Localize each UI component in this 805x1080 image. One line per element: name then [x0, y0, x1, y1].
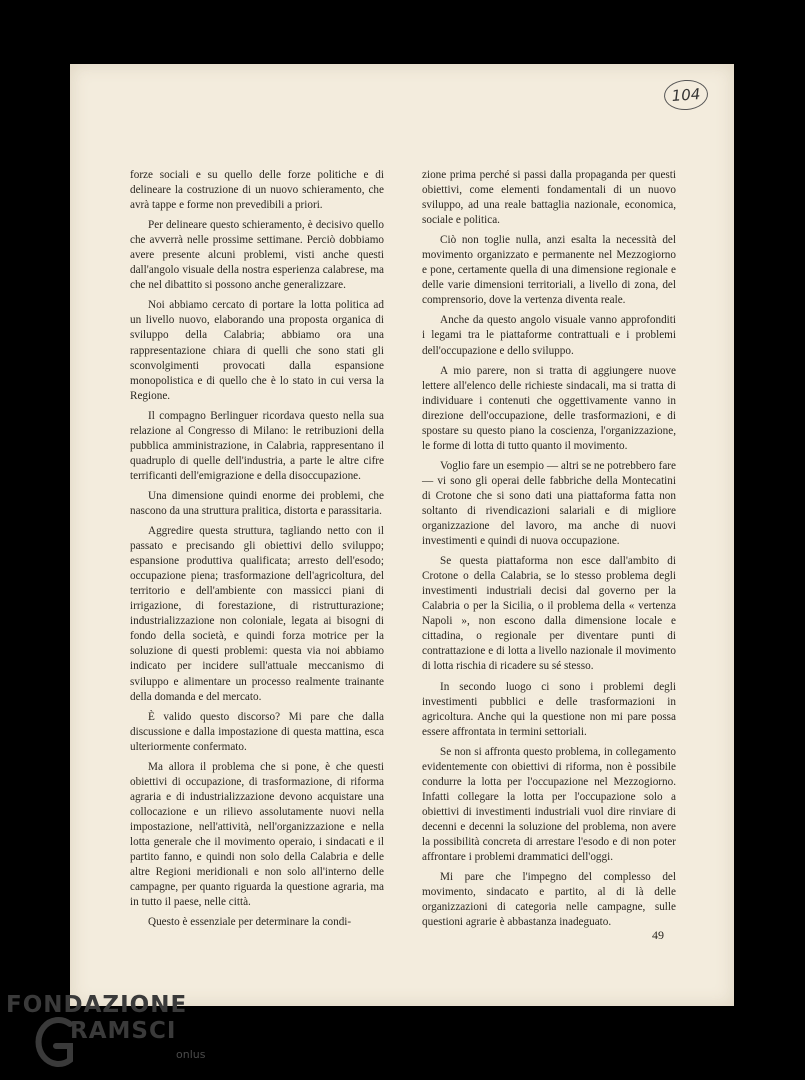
paragraph: Questo è essenziale per determinare la condi-: [148, 916, 352, 929]
paragraph: Per delineare questo schieramento, è decisivo quello che avverrà nelle prossime settimane. Perciò dobbiamo avere presente alcuni problemi, visti anche questi dall'angolo visuale della nostra esperienza calabrese, ma che nel dibattito si possono anche generalizzare.: [130, 219, 384, 292]
paragraph: Mi pare che l'impegno del complesso del movimento, sindacato e partito, al di là delle organizzazioni di categoria nelle campagne, sulle questioni agrarie è abbastanza inadeguato.: [422, 871, 676, 929]
paragraph: A mio parere, non si tratta di aggiungere nuove lettere all'elenco delle richieste sindacali, ma si tratta di individuare i contenuti che oggettivamente vanno in direzione dell'occupazione, delle trasformazioni, e di spostare su questo piano la coscienza, l'organizzazione, le forme di lotta di tutto quanto il movimento.: [422, 364, 676, 452]
left-column: [130, 168, 384, 935]
paragraph: Se questa piattaforma non esce dall'ambito di Crotone o della Calabria, se lo stesso problema degli investimenti industriali decisi dal governo per la Calabria o per la Sicilia, o il problema della « vertenza Napoli », non escono dalla dimensione locale e cittadina, o regionale per diventare punti di contrattazione e di lotta a livello nazionale il movimento di lotta rischia di ricadere su sé stesso.: [422, 555, 676, 673]
logo-onlus: onlus: [176, 1048, 206, 1061]
paragraph: Una dimensione quindi enorme dei problemi, che nascono da una struttura pralitica, distorta e parassitaria.: [130, 489, 384, 517]
watermark-logo: [6, 990, 226, 1076]
paragraph: Voglio fare un esempio — altri se ne potrebbero fare — vi sono gli operai delle fabbriche della Montecatini di Crotone che si sono dati una piattaforma fatta non soltanto di rivendicazioni salariali e di migliore organizzazione del lavoro, ma anche di nuovi investimenti e quindi di nuova occupazione.: [422, 459, 676, 548]
paragraph: È valido questo discorso? Mi pare che dalla discussione e dalla impostazione di questa mattina, esca ulteriormente confermato.: [130, 710, 384, 753]
paragraph: Il compagno Berlinguer ricordava questo nella sua relazione al Congresso di Milano: le retribuzioni della pubblica amministrazione, in Calabria, rappresentano il quadruplo di quelle dell'industria, a parte le altre cifre terrificanti dell'emigrazione e della disoccupazione.: [130, 409, 384, 482]
page-number: 49: [652, 928, 664, 942]
paragraph: Ma allora il problema che si pone, è che questi obiettivi di occupazione, di trasformazione, di riforma agraria e di industrializzazione devono acquistare una collocazione e un rilievo assolutamente nuovi nella impostazione, nell'attività, nell'organizzazione e nella lotta generale che il movimento operaio, i sindacati e il partito fanno, e quindi non solo della Calabria e delle altre Regioni meridionali e non solo all'interno delle campagne, per quanto riguarda la questione agraria, ma in tutto il paese, nelle città.: [130, 760, 384, 909]
paragraph: Noi abbiamo cercato di portare la lotta politica ad un livello nuovo, elaborando una proposta organica di sviluppo della Calabria; abbiamo ora una rappresentazione chiara di quelli che sono stati gli sconvolgimenti provocati dalla espansione monopolistica e di quello che è lo stato in cui versa la Regione.: [130, 299, 384, 402]
paragraph: Ciò non toglie nulla, anzi esalta la necessità del movimento organizzato e permanente nel Mezzogiorno e pone, certamente quella di una dimensione regionale e delle varie dimensioni territoriali, a livello di zona, del comprensorio, dove la vertenza diventa reale.: [422, 234, 676, 307]
paragraph: Se non si affronta questo problema, in collegamento evidentemente con obiettivi di riforma, non è possibile condurre la lotta per l'occupazione nel Mezzogiorno. Infatti collegare la lotta per l'occupazione solo a obiettivi di investimenti industriali vuol dire rinviare di decenni e decenni la soluzione del problema, non avere la possibilità concreta di arrestare l'esodo e di non poter affrontare i problemi drammatici dell'oggi.: [422, 745, 676, 864]
paragraph: In secondo luogo ci sono i problemi degli investimenti pubblici e delle trasformazioni in agricoltura. Anche qui la questione non mi pare possa essere affrontata in termini settoriali.: [422, 680, 676, 738]
archive-number-stamp: 104: [663, 79, 709, 112]
logo-text-line2: RAMSCI: [70, 1018, 177, 1044]
right-column: [422, 168, 676, 935]
paragraph: zione prima perché si passi dalla propaganda per questi obiettivi, come elementi fondamentali di un nuovo sviluppo, ad una reale battaglia nazionale, economica, sociale e politica.: [422, 169, 676, 227]
logo-text-line1: FONDAZIONE: [6, 992, 188, 1018]
document-page: [70, 64, 734, 1006]
paragraph: Anche da questo angolo visuale vanno approfonditi i legami tra le piattaforme contrattuali e i problemi dell'occupazione e dello sviluppo.: [422, 314, 676, 357]
paragraph: forze sociali e su quello delle forze politiche e di delineare la costruzione di un nuovo schieramento, che avrà tappe e forme non prevedibili a priori.: [130, 169, 384, 212]
paragraph: Aggredire questa struttura, tagliando netto con il passato e precisando gli obiettivi dello sviluppo; espansione produttiva qualificata; arresto dell'esodo; occupazione piena; trasformazione dell'agricoltura, del territorio e dell'ambiente con massicci piani di irrigazione, di forestazione, di ristrutturazione; industrializzazione non coloniale, legata ai bisogni di fondo della società, e quindi forza motrice per la soluzione di questi problemi: questa via noi abbiamo indicato per incidere sull'attuale meccanismo di sviluppo e alimentare un processo realmente trainante della domanda e del mercato.: [130, 525, 384, 703]
